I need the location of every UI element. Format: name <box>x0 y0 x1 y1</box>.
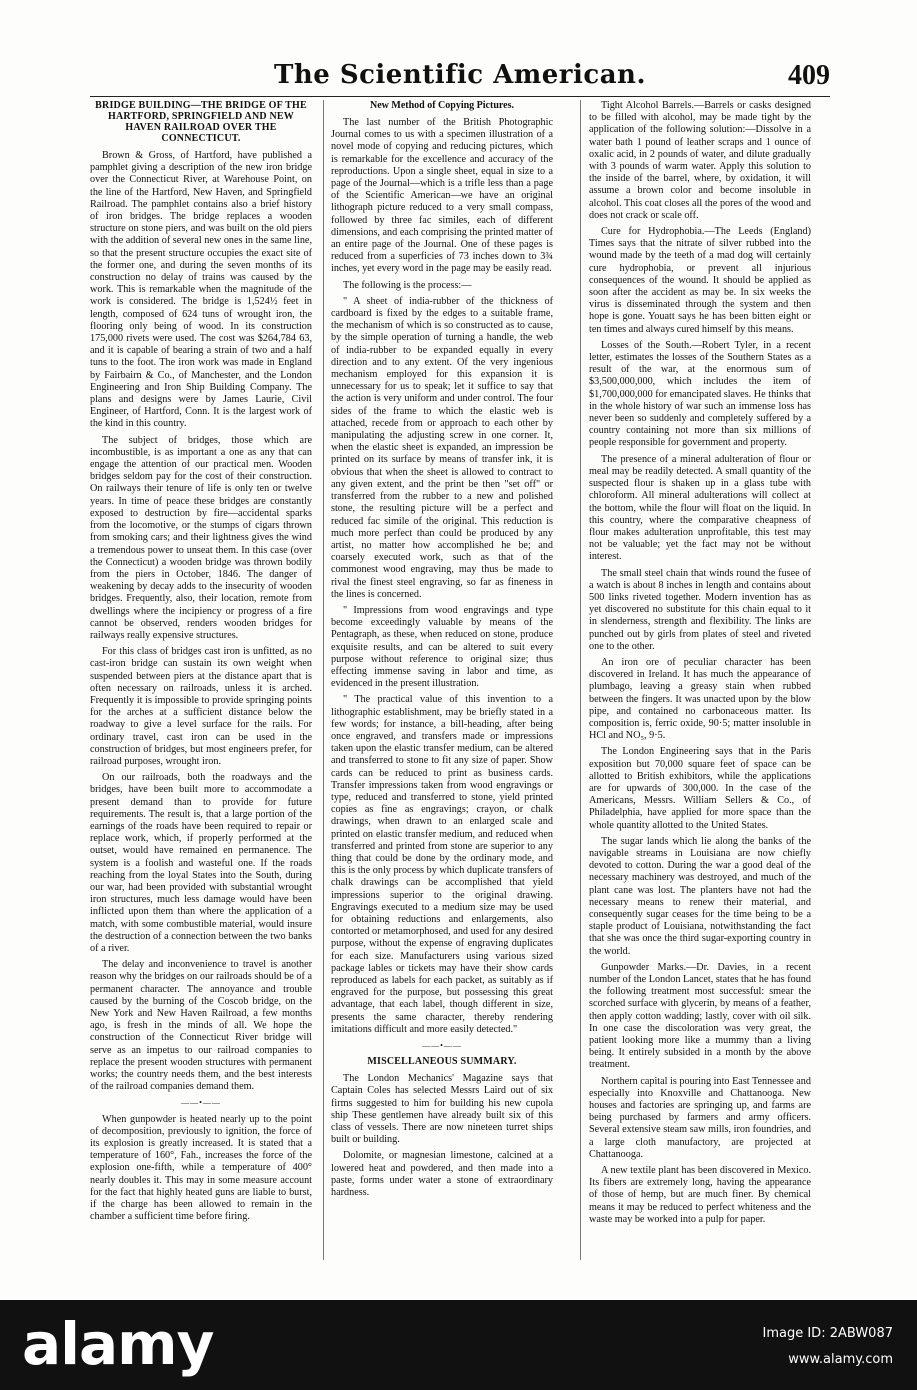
column-2 <box>331 100 553 1203</box>
paragraph: The last number of the British Photographic Journal comes to us with a specimen illustration of a novel mode of copying and reducing pictures, which is remarkable for the excellence and accuracy of the reproductions. Upon a single sheet, equal in size to a page of the Journal—which is a trifle less than a page of the Scientific American—we have an original lithograph picture reduced to a very small compass, followed by three fac similes, each of different dimensions, and each comprising the printed matter of an entire page of the Journal. One of these pages is reduced from a superficies of 73 inches down to 3¾ inches, yet every word in the page may be easily read. <box>331 117 553 275</box>
image-id-label: Image ID: 2ABW087 <box>762 1326 893 1341</box>
column-1 <box>90 100 312 1227</box>
paragraph: Dolomite, or magnesian limestone, calcined at a lowered heat and powdered, and then made into a paste, forms under water a stone of extraordinary hardness. <box>331 1150 553 1199</box>
paragraph: The London Engineering says that in the Paris exposition but 70,000 square feet of space can be allotted to British exhibitors, while the applications are for upwards of 300,000. In the case of the Americans, Messrs. William Sellers & Co., of Philadelphia, have applied for more space than the whole quantity allotted to the United States. <box>589 746 811 831</box>
paragraph: Gunpowder Marks.—Dr. Davies, in a recent number of the London Lancet, states that he has found the following treatment most successful: smear the scorched surface with glycerin, by means of a feather, then apply cotton wadding; lastly, cover with oil silk. In one case the discoloration was very great, the patient looking more like a mummy than a living being. It entirely subsided in a month by the above treatment. <box>589 961 811 1071</box>
section-heading: MISCELLANEOUS SUMMARY. <box>367 1056 517 1068</box>
paragraph: Cure for Hydrophobia.—The Leeds (England) Times says that the nitrate of silver rubbed into the wound made by the teeth of a mad dog will certainly cure hydrophobia, or prevent all injurious consequences of the wound. It should be applied as soon after the accident as may be. In six weeks the virus is disseminated through the system and then hope is gone. Youatt says he has been bitten eight or ten times and always cured himself by this means. <box>589 226 811 335</box>
paragraph: Brown & Gross, of Hartford, have published a pamphlet giving a description of the new iron bridge over the Connecticut River, at Warehouse Point, on the line of the Hartford, New Haven, and Springfield Railroad. The pamphlet contains also a brief history of iron bridges. The bridge replaces a wooden structure on stone piers, and was built on the old piers with the addition of several new ones in the same line, so that the present structure occupies the exact site of the former one, and during the seven months of its construction no delay of trains was caused by the work. This is remarkable when the magnitude of the work is considered. The bridge is 1,524½ feet in length, composed of 624 tuns of wrought iron, the flooring only being of wood. In its construction 175,000 rivets were used. The cost was $264,784 63, and it is capable of bearing a strain of two and a half tuns to the foot. The iron work was made in England by Fairbairn & Co., of Manchester, and the London Engineering and Iron Ship Building Company. The plans and designs were by James Laurie, Civil Engineer, of Hartford, Conn. It is the largest work of the kind in this country. <box>90 150 312 430</box>
paragraph: Tight Alcohol Barrels.—Barrels or casks designed to be filled with alcohol, may be made tight by the application of the following solution:—Dissolve in a water bath 1 pound of leather scraps and 1 ounce of oxalic acid, in 2 pounds of water, and dilute gradually with 3 pounds of warm water. Apply this solution to the inside of the barrel, where, by oxidation, it will assume a brown color and become insoluble in alcohol. This coat closes all the pores of the wood and does not crack or scale off. <box>589 100 811 221</box>
article-heading: BRIDGE BUILDING—THE BRIDGE OF THE HARTFORD, SPRINGFIELD AND NEW HAVEN RAILROAD OVER THE CONNECTICUT. <box>95 100 307 144</box>
paragraph: " A sheet of india-rubber of the thickness of cardboard is fixed by the edges to a suitable frame, the mechanism of which is so constructed as to cause, by the simple operation of turning a handle, the web of india-rubber to be expanded equally in every direction and to any extent. Of the very ingenious mechanism employed for this expansion it is unnecessary for us to speak; let it suffice to say that the action is very uniform and under control. The four sides of the frame to which the elastic web is attached, recede from or approach to each other by manipulating the adjusting screw in one corner. It, when the elastic sheet is expanded, an impression be printed on its surface by means of transfer ink, it is obvious that when the sheet is allowed to contract to any given extent, and the print be then "set off" or transferred from the rubber to a new and polished stone, the resulting picture will be a perfect and reduced fac simile of the original. This reduction is much more perfect than could be produced by any artist, no matter how accomplished he be; and coarsely executed work, such as that of the commonest wood engraving, may thus be made to rival the finest steel engraving, so far as fineness in the lines is concerned. <box>331 295 553 600</box>
paragraph: Northern capital is pouring into East Tennessee and especially into Knoxville and Chattanooga. New houses and factories are springing up, and farms are being purchased by farmers and army officers. Several extensive steam saw mills, iron foundries, and a large cloth manufactory, are projected at Chattanooga. <box>589 1075 811 1160</box>
paragraph: The subject of bridges, those which are incombustible, is as important a one as any that can engage the attention of our practical men. Wooden bridges seldom pay for the cost of their construction. On railways their tenure of life is only ten or twelve years. In time of peace these bridges are constantly exposed to destruction by fire—accidental sparks from the locomotive, or the stumps of cigars thrown from smoking cars; and their lightness gives the wind a tremendous power to unseat them. In this case (over the Connecticut) a wooden bridge was thrown bodily from the piers in October, 1846. The danger of weakening by decay adds to the insecurity of wooden bridges. Frequently, also, their location, remote from dwellings where the incipiency or progress of a fire cannot be observed, renders wooden bridges for railways really expensive structures. <box>90 434 312 641</box>
paragraph: The delay and inconvenience to travel is another reason why the bridges on our railroads should be of a permanent character. The annoyance and trouble caused by the burning of the Coscob bridge, on the New York and New Haven Railroad, a few months ago, is fresh in the minds of all. We hope the construction of the Connecticut River bridge will serve as an impetus to our railroad companies to replace the present wooden structures with permanent works; the country needs them, and the best interests of the railroad companies demand them. <box>90 959 312 1093</box>
paragraph: The London Mechanics' Magazine says that Captain Coles has selected Messrs Laird out of six firms suggested to him for building his new cupola ship These gentlemen have already built six of this class of vessels. There are now nineteen turret ships built or building. <box>331 1073 553 1146</box>
separator: ——•—— <box>422 1041 462 1051</box>
stock-photo-banner <box>0 1300 917 1390</box>
paragraph: Losses of the South.—Robert Tyler, in a recent letter, estimates the losses of the Southern States as a result of the war, at the enormous sum of $3,500,000,000, which includes the item of $1,700,000,000 for emancipated slaves. He thinks that in the whole history of war such an immense loss has never been so suddenly and completely suffered by a country containing not more than six millions of people responsible for government and property. <box>589 339 811 449</box>
paragraph: " Impressions from wood engravings and type become exceedingly valuable by means of the Pentagraph, as these, when reduced on stone, produce exquisite results, and can be altered to suit every purpose without reference to original size; thus effecting immense saving in labor and time, as evidenced in the present illustration. <box>331 604 553 690</box>
paragraph: A new textile plant has been discovered in Mexico. Its fibers are extremely long, having the appearance of those of hemp, but are much finer. By chemical means it may be reduced to perfect whiteness and the waste may be worked into a pulp for paper. <box>589 1165 811 1225</box>
paragraph: " The practical value of this invention to a lithographic establishment, may be briefly stated in a few words; for instance, a bill-heading, after being once engraved, and transfers made or impressions taken upon the elastic transfer medium, can be altered and transferred to stone to fit any size of paper. Show cards can be reduced to print as business cards. Transfer impressions taken from wood engravings or type, reduced and transferred to stone, yield printed copies as fine as engravings; crayon, or chalk drawings, when drawn to an enlarged scale and printed on elastic transfer medium, and reduced when transferred and printed from stone are superior to any thing that could be done by the ordinary mode, and this is the only process by which duplicate transfers of chalk drawings can be accomplished that yield impressions superior to the original drawing. Engravings executed to a medium size may be used for obtaining reductions and enlargements, also contorted or metamorphosed, and used for any desired purpose, without the expense of engraving duplicates for each size. Manufacturers using various sized package lables or tickets may have their show cards reproduced as labels for each packet, as suitably as if engraved for the purpose, but possessing this great advantage, that each label, though different in size, presents the same character, thereby rendering imitations difficult and more easily detected." <box>331 694 553 1035</box>
page-number: 409 <box>788 60 830 91</box>
paragraph: On our railroads, both the roadways and the bridges, have been built more to accommodate a present demand than to provide for future requirements. The result is, that a large portion of the earnings of the roads have been required to repair or replace work, which, if properly performed at the outset, would have remained en permanence. The system is a foolish and wasteful one. If the roads reaching from the loyal States into the South, during our war, had been provided with substantial wrought iron structures, much less damage would have been inflicted upon them than where the application of a match, with some combustible material, would insure the destruction of a connection between the two banks of a river. <box>90 772 312 954</box>
paragraph: An iron ore of peculiar character has been discovered in Ireland. It has much the appearance of plumbago, leaving a greasy stain when rubbed between the fingers. It was unacted upon by the blow pipe, and contained no carbonaceous matter. Its composition is, ferric oxide, 90·5; matter insoluble in HCl and NO₅, 9·5. <box>589 656 811 742</box>
masthead-title: The Scientific American. <box>273 60 647 90</box>
paragraph: The sugar lands which lie along the banks of the navigable streams in Louisiana are now chiefly devoted to cotton. During the war a good deal of the necessary machinery was destroyed, and much of the plant cane was lost. The planters have not had the necessary means to renew their material, and consequently sugar ceases for the time being to be a staple product of Louisiana, notwithstanding the fact that she was once the third sugar-exporting country in the world. <box>589 835 811 957</box>
alamy-logo: alamy <box>22 1310 214 1378</box>
site-url: www.alamy.com <box>788 1352 893 1367</box>
column-3 <box>589 100 811 1230</box>
masthead-rule <box>90 96 830 97</box>
separator: ——•—— <box>181 1098 221 1108</box>
column-divider <box>323 100 324 1260</box>
column-divider <box>580 100 581 1260</box>
paragraph: The following is the process:— <box>343 279 472 291</box>
article-heading: New Method of Copying Pictures. <box>370 100 514 111</box>
paragraph: When gunpowder is heated nearly up to the point of decomposition, previously to ignition, the force of its explosion is greatly increased. It is stated that a temperature of 160°, Fah., increases the force of the explosion one-fifth, while a temperature of 400° nearly doubles it. This may in some measure account for the fact that highly heated guns are liable to burst, if the charge has been allowed to remain in the chamber a sufficient time before firing. <box>90 1113 312 1223</box>
paragraph: For this class of bridges cast iron is unfitted, as no cast-iron bridge can sustain its own weight when suspended between piers at the distance apart that is often necessary on railroads, unless it is arched. Frequently it is impossible to provide springing points for the arches at a sufficient distance below the roadway to give a level surface for the rails. For ordinary travel, cast iron can be used in the construction of bridges, but most engineers prefer, for railroad purposes, wrought iron. <box>90 646 312 767</box>
paragraph: The small steel chain that winds round the fusee of a watch is about 8 inches in length and contains about 500 links riveted together. Modern invention has as yet discovered no substitute for this chain equal to it in slenderness, strength and flexibility. The links are punched out by girls from plates of steel and riveted one to the other. <box>589 567 811 652</box>
paragraph: The presence of a mineral adulteration of flour or meal may be readily detected. A small quantity of the suspected flour is shaken up in a glass tube with chloroform. All mineral adulterations will collect at the bottom, while the flour will float on the liquid. In this country, where the comparative cheapness of flour makes adulteration unprofitable, this test may not be valuable; yet the fact may not be without interest. <box>589 453 811 563</box>
